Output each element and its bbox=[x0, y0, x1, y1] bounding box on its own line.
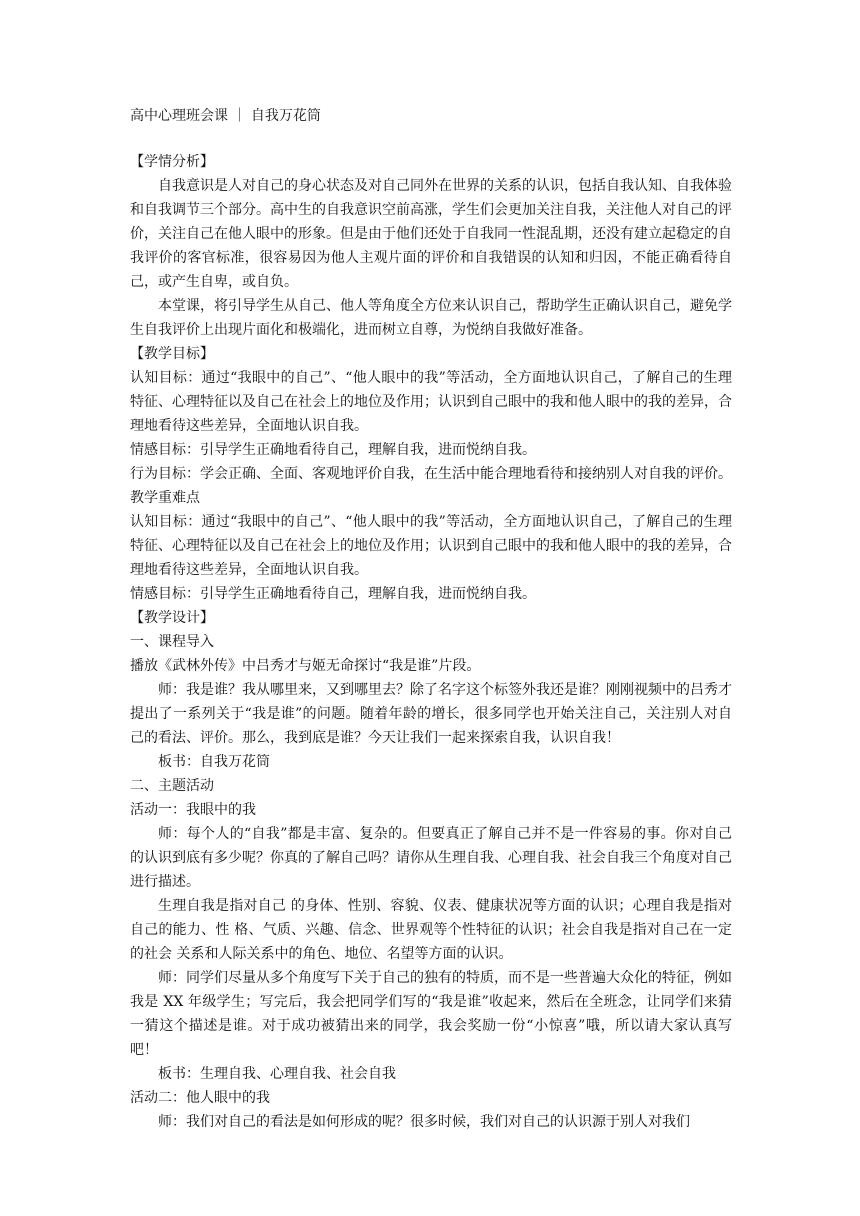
paragraph: 认知目标：通过“我眼中的自己”、“他人眼中的我”等活动，全方面地认识自己，了解自己的生理特征、心理特征以及自己在社会上的地位及作用；认识到自己眼中的我和他人眼中的我的差异，合理地看待这些差异，全面地认识自我。 bbox=[130, 370, 732, 434]
paragraph: 情感目标：引导学生正确地看待自己，理解自我，进而悦纳自我。 bbox=[130, 442, 536, 458]
paragraph: 二、主题活动 bbox=[130, 778, 214, 794]
paragraph: 播放《武林外传》中吕秀才与姬无命探讨“我是谁”片段。 bbox=[130, 658, 481, 674]
document-body bbox=[130, 150, 732, 1134]
paragraph: 情感目标：引导学生正确地看待自己，理解自我，进而悦纳自我。 bbox=[130, 586, 536, 602]
paragraph: 板书：自我万花筒 bbox=[158, 754, 270, 770]
paragraph: 认知目标：通过“我眼中的自己”、“他人眼中的我”等活动，全方面地认识自己，了解自己的生理特征、心理特征以及自己在社会上的地位及作用；认识到自己眼中的我和他人眼中的我的差异，合理地看待这些差异，全面地认识自我。 bbox=[130, 514, 732, 578]
paragraph: 本堂课，将引导学生从自己、他人等角度全方位来认识自己，帮助学生正确认识自己，避免学生自我评价上出现片面化和极端化，进而树立自尊，为悦纳自我做好准备。 bbox=[130, 298, 732, 338]
paragraph: 教学重难点 bbox=[130, 490, 200, 506]
paragraph: 【学情分析】 bbox=[130, 154, 214, 170]
document-header: 高中心理班会课 ｜ 自我万花筒 bbox=[130, 108, 321, 124]
paragraph: 板书：生理自我、心理自我、社会自我 bbox=[158, 1066, 396, 1082]
paragraph: 师：每个人的“自我”都是丰富、复杂的。但要真正了解自己并不是一件容易的事。你对自己的认识到底有多少呢？你真的了解自己吗？请你从生理自我、心理自我、社会自我三个角度对自己进行描述。 bbox=[130, 826, 732, 890]
paragraph: 活动一：我眼中的我 bbox=[130, 802, 256, 818]
paragraph: 【教学设计】 bbox=[130, 610, 214, 626]
paragraph: 生理自我是指对自己 的身体、性别、容貌、仪表、健康状况等方面的认识；心理自我是指对自己的能力、性 格、气质、兴趣、信念、世界观等个性特征的认识；社会自我是指对自己在一定的社会 关系和人际关系中的角色、地位、名望等方面的认识。 bbox=[130, 898, 732, 962]
paragraph: 行为目标：学会正确、全面、客观地评价自我，在生活中能合理地看待和接纳别人对自我的评价。 bbox=[130, 466, 732, 482]
paragraph: 一、课程导入 bbox=[130, 634, 214, 650]
paragraph: 师：同学们尽量从多个角度写下关于自己的独有的特质，而不是一些普遍大众化的特征，例如我是 XX 年级学生；写完后，我会把同学们写的“我是谁”收起来，然后在全班念，让同学们来猜一猜这个描述是谁。对于成功被猜出来的同学，我会奖励一份“小惊喜”哦，所以请大家认真写吧！ bbox=[130, 970, 732, 1058]
paragraph: 师：我们对自己的看法是如何形成的呢？很多时候，我们对自己的认识源于别人对我们 bbox=[158, 1114, 690, 1130]
paragraph: 师：我是谁？我从哪里来，又到哪里去？除了名字这个标签外我还是谁？刚刚视频中的吕秀才提出了一系列关于“我是谁”的问题。随着年龄的增长，很多同学也开始关注自己，关注别人对自己的看法、评价。那么，我到底是谁？今天让我们一起来探索自我，认识自我！ bbox=[130, 682, 732, 746]
paragraph: 自我意识是人对自己的身心状态及对自己同外在世界的关系的认识，包括自我认知、自我体验和自我调节三个部分。高中生的自我意识空前高涨，学生们会更加关注自我，关注他人对自己的评价，关注自己在他人眼中的形象。但是由于他们还处于自我同一性混乱期，还没有建立起稳定的自我评价的客官标准，很容易因为他人主观片面的评价和自我错误的认知和归因，不能正确看待自己，或产生自卑，或自负。 bbox=[130, 178, 732, 290]
paragraph: 【教学目标】 bbox=[130, 346, 214, 362]
paragraph: 活动二：他人眼中的我 bbox=[130, 1090, 270, 1106]
document-page bbox=[130, 104, 732, 1134]
